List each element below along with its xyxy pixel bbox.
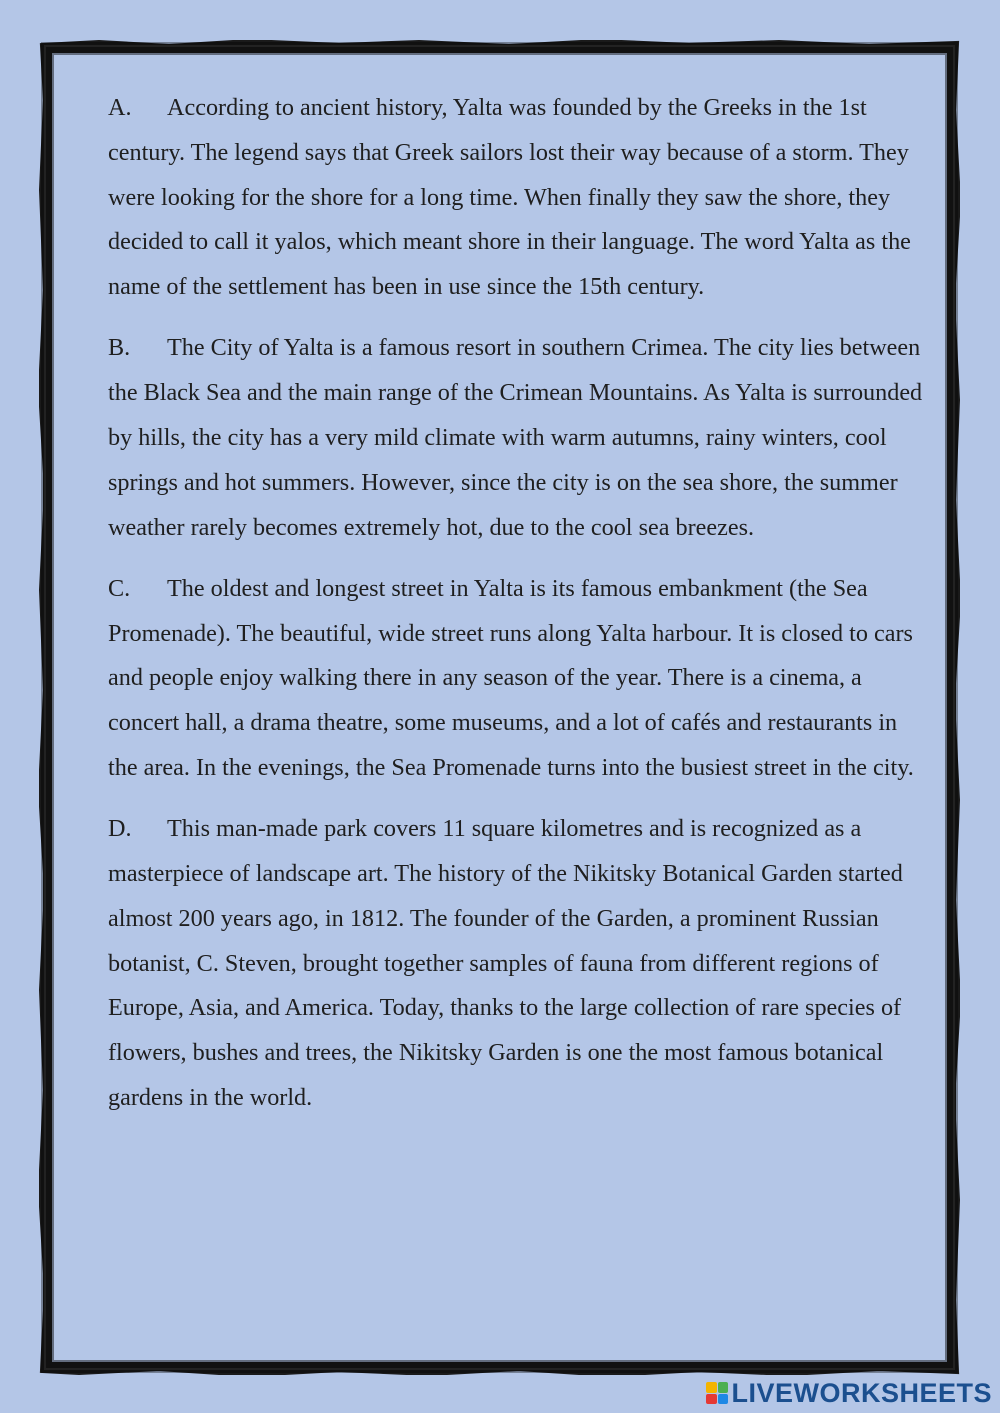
paragraph-letter: B.: [108, 334, 131, 362]
paragraph-letter: C.: [108, 574, 131, 602]
liveworksheets-logo-icon: [706, 1382, 728, 1404]
paragraph-b: [108, 326, 930, 550]
paragraph-letter: A.: [108, 94, 132, 121]
paragraph-text: According to ancient history, Yalta was founded by the Greeks in the 1st century. The legend says that Greek sailors lost their way because of a storm. They were looking for the shore for a long time. When finally they saw the shore, they decided to call it yalos, which meant shore in their language. The word Yalta as the name of the settlement has been in use since the 15th century.: [108, 94, 911, 301]
watermark-text: LIVEWORKSHEETS: [731, 1377, 992, 1408]
reading-text: [108, 86, 930, 1137]
paragraph-a: [108, 86, 930, 310]
liveworksheets-watermark: [706, 1377, 992, 1409]
paragraph-d: [108, 807, 930, 1121]
paragraph-letter: D.: [108, 815, 132, 843]
paragraph-text: The oldest and longest street in Yalta is its famous embankment (the Sea Promenade). The beautiful, wide street runs along Yalta harbour. It is closed to cars and people enjoy walking there in any season of the year. There is a cinema, a concert hall, a drama theatre, some museums, and a lot of cafés and restaurants in the area. In the evenings, the Sea Promenade turns into the busiest street in the city.: [108, 574, 914, 781]
paragraph-text: The City of Yalta is a famous resort in southern Crimea. The city lies between the Black Sea and the main range of the Crimean Mountains. As Yalta is surrounded by hills, the city has a very mild climate with warm autumns, rainy winters, cool springs and hot summers. However, since the city is on the sea shore, the summer weather rarely becomes extremely hot, due to the cool sea breezes.: [108, 334, 923, 541]
paragraph-c: [108, 567, 930, 791]
paragraph-text: This man-made park covers 11 square kilometres and is recognized as a masterpiece of landscape art. The history of the Nikitsky Botanical Garden started almost 200 years ago, in 1812. The founder of the Garden, a prominent Russian botanist, C. Steven, brought together samples of fauna from different regions of Europe, Asia, and America. Today, thanks to the large collection of rare species of flowers, bushes and trees, the Nikitsky Garden is one the most famous botanical gardens in the world.: [108, 815, 903, 1111]
